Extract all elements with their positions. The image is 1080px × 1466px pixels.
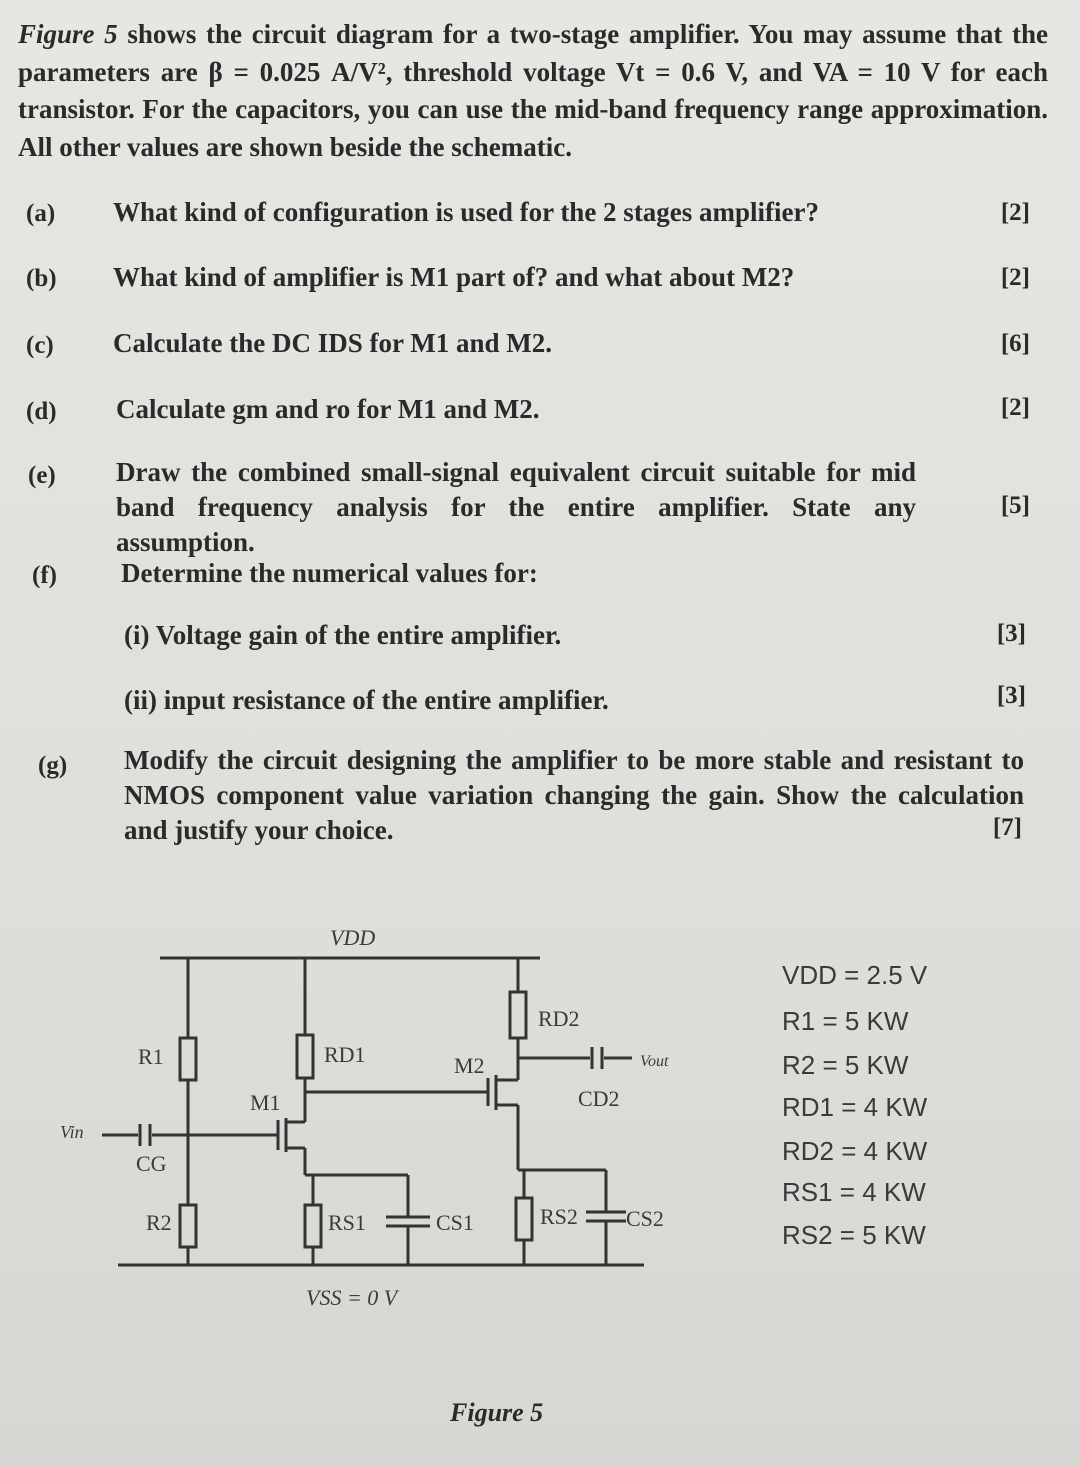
value-r2: R2 = 5 KW: [782, 1050, 909, 1080]
vin-label: Vin: [60, 1122, 84, 1142]
question-g-text: Modify the circuit designing the amplifier to be more stable and resistant to NMOS component value variation changing the gain. Show the calculation and justify your choice.: [124, 745, 1024, 845]
vout-label: Vout: [640, 1053, 669, 1070]
m2-label: M2: [454, 1053, 485, 1078]
question-b-label: (b): [26, 265, 57, 292]
question-c-text: Calculate the DC IDS for M1 and M2.: [113, 328, 552, 358]
figure-caption: Figure 5: [450, 1398, 544, 1427]
question-f-i-marks: [3]: [996, 620, 1026, 647]
question-f-i-text: (i) Voltage gain of the entire amplifier.: [124, 620, 562, 650]
question-a-marks: [2]: [1000, 199, 1030, 226]
question-b-text: What kind of amplifier is M1 part of? and what about M2?: [113, 262, 795, 292]
value-rs2: RS2 = 5 KW: [782, 1220, 926, 1250]
cd2-label: CD2: [578, 1086, 620, 1111]
rs2-label: RS2: [540, 1204, 578, 1229]
component-values: [782, 960, 928, 1250]
figure-reference: Figure 5: [18, 19, 118, 49]
rd1-label: RD1: [324, 1042, 366, 1067]
value-rd2: RD2 = 4 KW: [782, 1136, 928, 1166]
vdd-label: VDD: [330, 925, 376, 950]
r1-label: R1: [138, 1044, 164, 1069]
question-c-label: (c): [26, 332, 54, 359]
intro-text-1: shows the circuit diagram for a two-stage amplifier. You may assume that the parameters are: [18, 19, 1048, 87]
m1-label: M1: [250, 1090, 281, 1115]
va-expression: VA = 10 V: [812, 56, 940, 87]
question-g-label: (g): [38, 752, 68, 779]
rs1-resistor: [305, 1205, 321, 1247]
value-vdd: VDD = 2.5 V: [782, 960, 928, 990]
r2-resistor: [180, 1205, 196, 1247]
rd2-resistor: [510, 992, 526, 1038]
rd1-resistor: [297, 1035, 313, 1078]
value-rs1: RS1 = 4 KW: [782, 1177, 926, 1207]
question-d-label: (d): [26, 398, 57, 425]
cs1-label: CS1: [436, 1210, 474, 1235]
r2-label: R2: [146, 1210, 172, 1235]
intro-text-3: , and: [741, 56, 813, 87]
question-f-label: (f): [32, 562, 57, 589]
cg-label: CG: [136, 1151, 167, 1176]
question-f-ii-text: (ii) input resistance of the entire amplifier.: [124, 685, 609, 715]
intro-text-2: , threshold voltage: [385, 56, 616, 87]
rs1-label: RS1: [328, 1210, 366, 1235]
intro-text-4: for each transistor. For the capacitors, you can use the mid-band frequency range approximation. All other values are shown beside the schematic.: [18, 56, 1048, 162]
value-r1: R1 = 5 KW: [782, 1006, 909, 1036]
question-e-marks: [5]: [1000, 492, 1030, 519]
question-f-ii-marks: [3]: [996, 682, 1026, 709]
question-e-label: (e): [28, 462, 56, 489]
beta-expression: β = 0.025 A/V²: [208, 56, 386, 87]
question-d-marks: [2]: [1000, 394, 1030, 421]
value-rd1: RD1 = 4 KW: [782, 1092, 928, 1122]
question-a-text: What kind of configuration is used for the 2 stages amplifier?: [113, 197, 820, 227]
question-g-marks: [7]: [992, 814, 1022, 841]
question-e-text: Draw the combined small-signal equivalent circuit suitable for mid band frequency analysis for the entire amplifier. State any assumption.: [116, 457, 916, 557]
question-c-marks: [6]: [1000, 330, 1030, 357]
rd2-label: RD2: [538, 1006, 580, 1031]
question-a-label: (a): [26, 200, 56, 227]
circuit-schematic: [0, 900, 1080, 1320]
question-d-text: Calculate gm and ro for M1 and M2.: [116, 394, 540, 424]
threshold-expression: Vt = 0.6 V: [615, 56, 742, 87]
question-f-text: Determine the numerical values for:: [121, 558, 538, 588]
question-b-marks: [2]: [1000, 264, 1030, 291]
vss-label: VSS = 0 V: [306, 1285, 398, 1310]
intro-paragraph: [18, 16, 1048, 166]
cs2-label: CS2: [626, 1206, 664, 1231]
r1-resistor: [180, 1038, 196, 1080]
rs2-resistor: [516, 1198, 532, 1240]
